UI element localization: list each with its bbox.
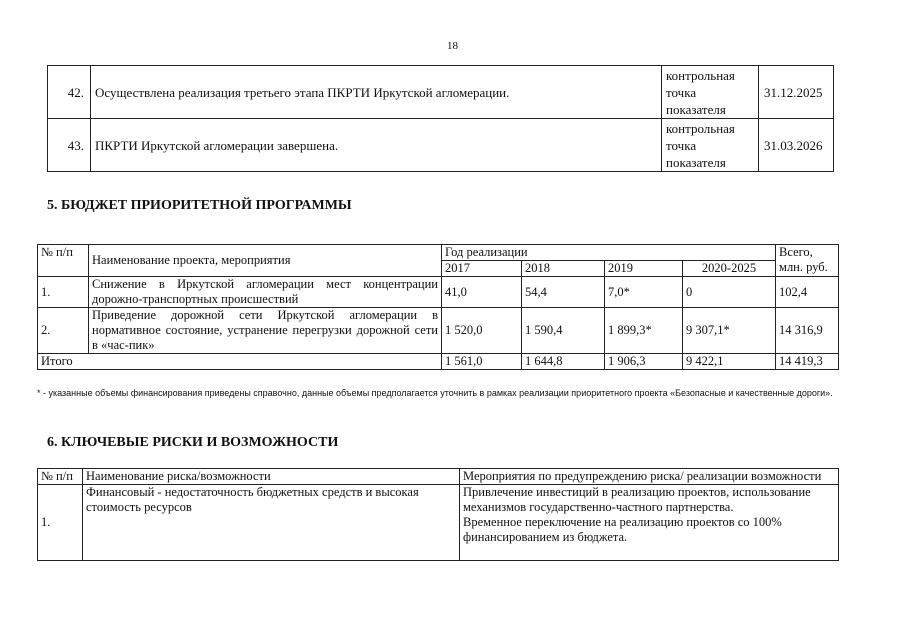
budget-table xyxy=(37,244,839,370)
header-num: № п/п xyxy=(38,469,83,485)
type-line: показателя xyxy=(666,154,726,170)
checkpoint-date: 31.03.2026 xyxy=(759,119,834,172)
table-row xyxy=(38,277,839,308)
row-number: 1. xyxy=(38,485,83,561)
total-cell: 14 316,9 xyxy=(776,308,839,354)
value-cell: 1 590,4 xyxy=(522,308,605,354)
header-year-group: Год реализации xyxy=(442,245,776,261)
value-cell: 41,0 xyxy=(442,277,522,308)
risks-table xyxy=(37,468,839,561)
measure-item: Временное переключение на реализацию проектов со 100% финансированием из бюджета. xyxy=(463,515,782,544)
table-row xyxy=(48,119,834,172)
value-cell: 9 307,1* xyxy=(683,308,776,354)
risk-name: Финансовый - недостаточность бюджетных средств и высокая стоимость ресурсов xyxy=(83,485,460,561)
checkpoint-text: ПКРТИ Иркутской агломерации завершена. xyxy=(91,119,662,172)
header-name: Наименование проекта, мероприятия xyxy=(89,245,442,277)
value-cell: 1 644,8 xyxy=(522,354,605,370)
row-number: 42. xyxy=(48,66,91,119)
section-6-title: 6. КЛЮЧЕВЫЕ РИСКИ И ВОЗМОЖНОСТИ xyxy=(47,435,339,450)
measure-item: Привлечение инвестиций в реализацию проектов, использование механизмов государственно-частного партнерства. xyxy=(463,485,811,514)
type-line: точка xyxy=(666,84,697,100)
table-row xyxy=(38,308,839,354)
type-line: контрольная xyxy=(666,120,735,136)
header-num: № п/п xyxy=(38,245,89,277)
checkpoint-text: Осуществлена реализация третьего этапа ПКРТИ Иркутской агломерации. xyxy=(91,66,662,119)
row-number: 2. xyxy=(38,308,89,354)
value-cell: 9 422,1 xyxy=(683,354,776,370)
total-row xyxy=(38,354,839,370)
checkpoint-date: 31.12.2025 xyxy=(759,66,834,119)
header-total: Всего, млн. руб. xyxy=(776,245,839,277)
risks-header-row xyxy=(38,469,839,485)
page-number: 18 xyxy=(447,40,458,52)
type-line: контрольная xyxy=(666,67,735,83)
header-year: 2018 xyxy=(522,261,605,277)
header-measures: Мероприятия по предупреждению риска/ реализации возможности xyxy=(460,469,839,485)
value-cell: 54,4 xyxy=(522,277,605,308)
table-row xyxy=(38,485,839,561)
value-cell: 0 xyxy=(683,277,776,308)
value-cell: 1 899,3* xyxy=(605,308,683,354)
table-row xyxy=(48,66,834,119)
value-cell: 7,0* xyxy=(605,277,683,308)
total-cell: 102,4 xyxy=(776,277,839,308)
section-5-title: 5. БЮДЖЕТ ПРИОРИТЕТНОЙ ПРОГРАММЫ xyxy=(47,198,352,213)
value-cell: 1 520,0 xyxy=(442,308,522,354)
total-label: Итого xyxy=(38,354,442,370)
type-line: точка xyxy=(666,137,697,153)
project-name: Приведение дорожной сети Иркутской агломерации в нормативное состояние, устранение перегрузки дорожной сети в «час-пик» xyxy=(89,308,442,354)
project-name: Снижение в Иркутской агломерации мест концентрации дорожно-транспортных происшествий xyxy=(89,277,442,308)
footnote: * - указанные объемы финансирования приведены справочно, данные объемы предполагается уточнить в рамках реализации приоритетного проекта «Безопасные и качественные дороги». xyxy=(37,388,833,398)
budget-header-row xyxy=(38,245,839,261)
checkpoint-type xyxy=(662,119,759,172)
risk-measures xyxy=(460,485,839,561)
value-cell: 1 561,0 xyxy=(442,354,522,370)
value-cell: 1 906,3 xyxy=(605,354,683,370)
header-year: 2017 xyxy=(442,261,522,277)
checkpoints-table xyxy=(47,65,834,172)
header-year: 2020-2025 xyxy=(683,261,776,277)
row-number: 43. xyxy=(48,119,91,172)
checkpoint-type xyxy=(662,66,759,119)
header-risk-name: Наименование риска/возможности xyxy=(83,469,460,485)
total-cell: 14 419,3 xyxy=(776,354,839,370)
header-year: 2019 xyxy=(605,261,683,277)
type-line: показателя xyxy=(666,101,726,117)
row-number: 1. xyxy=(38,277,89,308)
